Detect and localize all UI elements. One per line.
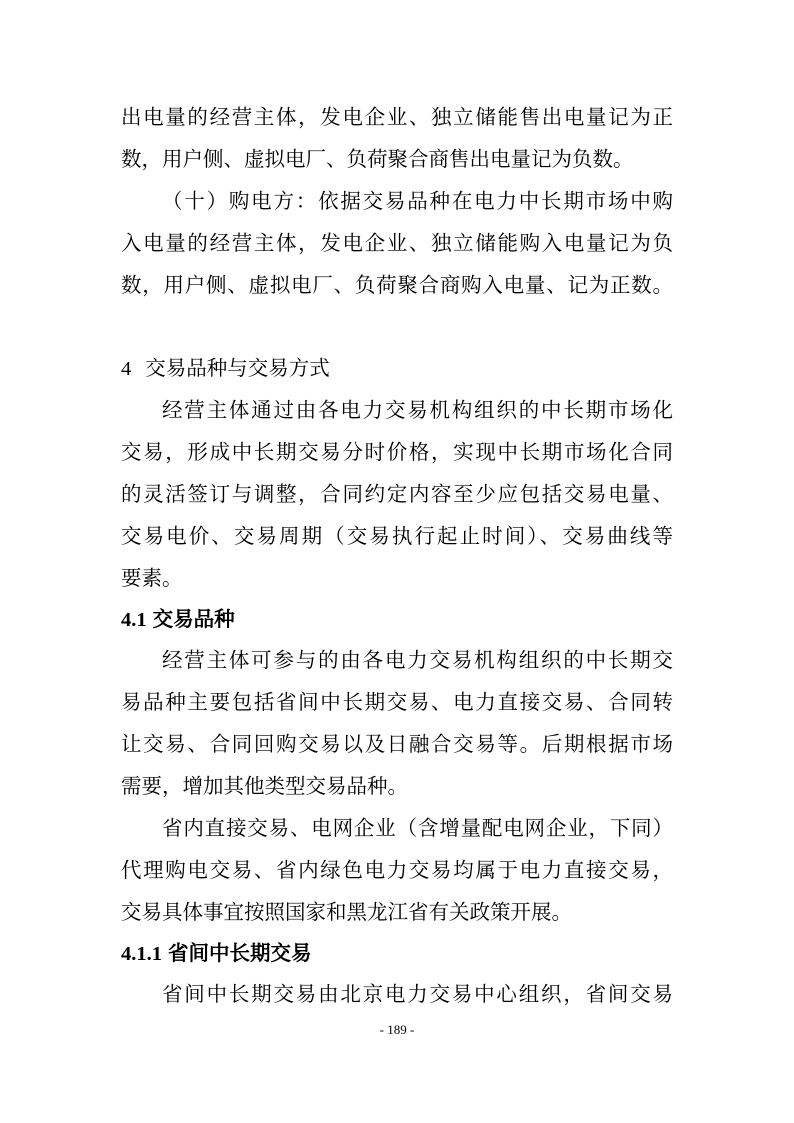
paragraph-line: 入电量的经营主体，发电企业、独立储能购入电量记为负: [121, 231, 673, 255]
paragraph-line: （十）购电方：依据交易品种在电力中长期市场中购: [162, 189, 673, 213]
paragraph-line: 省内直接交易、电网企业（含增量配电网企业，下同）: [162, 816, 673, 840]
paragraph-line: 要素。: [121, 566, 183, 590]
paragraph-line: 交易具体事宜按照国家和黑龙江省有关政策开展。: [121, 900, 572, 924]
section-heading-4-1: [121, 605, 235, 634]
paragraph-line: 省间中长期交易由北京电力交易中心组织，省间交易: [162, 982, 673, 1006]
paragraph-line: 出电量的经营主体，发电企业、独立储能售出电量记为正: [121, 105, 673, 129]
section-heading-4-1-1: [121, 939, 312, 968]
paragraph-line: 让交易、合同回购交易以及日融合交易等。后期根据市场: [121, 732, 673, 756]
paragraph-line: 经营主体可参与的由各电力交易机构组织的中长期交: [162, 648, 673, 672]
section-heading-4: [121, 354, 330, 383]
paragraph-line: 经营主体通过由各电力交易机构组织的中长期市场化: [162, 398, 673, 422]
page-number: - 189 -: [379, 1022, 415, 1037]
section-title: 省间中长期交易: [168, 941, 312, 965]
paragraph-line: 数，用户侧、虚拟电厂、负荷聚合商购入电量、记为正数。: [121, 273, 673, 297]
section-number: 4: [121, 358, 132, 380]
paragraph-line: 的灵活签订与调整，合同约定内容至少应包括交易电量、: [121, 482, 673, 506]
paragraph-line: 易品种主要包括省间中长期交易、电力直接交易、合同转: [121, 690, 673, 714]
paragraph-line: 数，用户侧、虚拟电厂、负荷聚合商售出电量记为负数。: [121, 147, 634, 171]
section-title: 交易品种与交易方式: [145, 356, 330, 380]
section-title: 交易品种: [152, 607, 235, 631]
paragraph-line: 交易电价、交易周期（交易执行起止时间）、交易曲线等: [121, 524, 673, 548]
section-number: 4.1.1: [121, 943, 162, 965]
paragraph-line: 交易，形成中长期交易分时价格，实现中长期市场化合同: [121, 440, 673, 464]
paragraph-line: 代理购电交易、省内绿色电力交易均属于电力直接交易，: [121, 858, 673, 882]
paragraph-line: 需要，增加其他类型交易品种。: [121, 774, 408, 798]
section-number: 4.1: [121, 609, 147, 631]
